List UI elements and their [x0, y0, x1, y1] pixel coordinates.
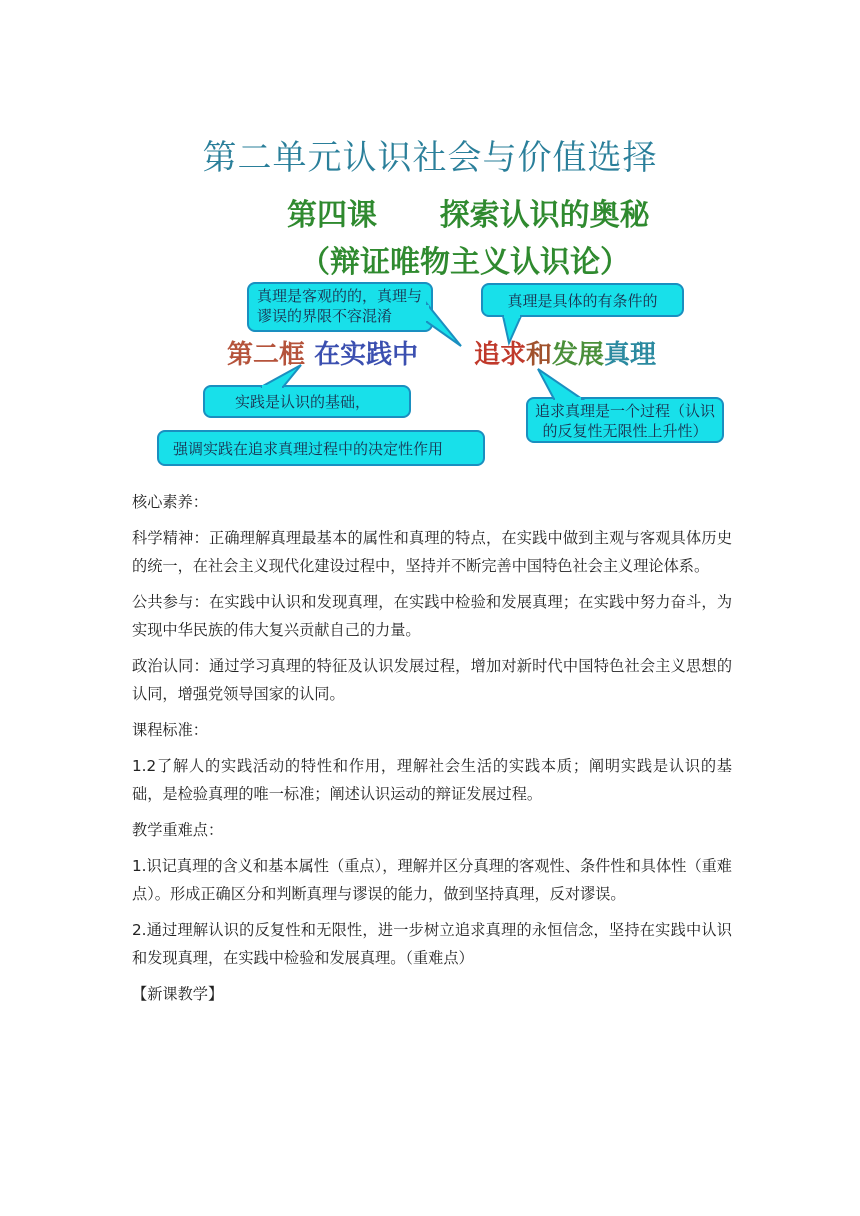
frame-word-and: 和: [526, 340, 553, 370]
frame-word-pursue: 追求: [474, 340, 527, 370]
callout-pointer: [427, 304, 467, 344]
callout-text: 真理是具体的有条件的: [507, 292, 658, 310]
callout-text: 真理是客观的的，真理与谬误的界限不容混淆: [257, 287, 423, 325]
frame-prefix: 第二框: [227, 340, 306, 370]
callout-truth-concrete: [481, 283, 684, 317]
key-point-1: 1.识记真理的含义和基本属性（重点），理解并区分真理的客观性、条件性和具体性（重难点）。形成正确区分和判断真理与谬误的能力，做到坚持真理，反对谬误。: [132, 857, 732, 903]
new-lesson-heading: 【新课教学】: [132, 985, 224, 1003]
lesson-header-graphic: [0, 0, 860, 480]
curriculum-standard-heading: 课程标准：: [132, 721, 208, 739]
lesson-subtitle: （辩证唯物主义认识论）: [300, 245, 630, 280]
frame-label: [227, 334, 418, 371]
core-literacy-science: 科学精神：正确理解真理最基本的属性和真理的特点，在实践中做到主观与客观具体历史的统一，在社会主义现代化建设过程中，坚持并不断完善中国特色社会主义理论体系。: [132, 529, 732, 575]
frame-main-a: 在实践中: [314, 340, 419, 370]
callout-practice-basis: [203, 385, 411, 418]
frame-word-truth: 真理: [604, 340, 657, 370]
key-points-heading: 教学重难点：: [132, 821, 224, 839]
unit-title: 第二单元认识社会与价值选择: [202, 138, 658, 178]
core-literacy-participation: 公共参与：在实践中认识和发现真理，在实践中检验和发展真理；在实践中努力奋斗，为实现中华民族的伟大复兴贡献自己的力量。: [132, 593, 732, 639]
key-point-2: 2.通过理解认识的反复性和无限性，进一步树立追求真理的永恒信念，坚持在实践中认识和发现真理，在实践中检验和发展真理。（重难点）: [132, 921, 732, 967]
callout-pointer: [261, 365, 301, 395]
callout-pursuit-process: [526, 397, 724, 443]
document-body: [132, 488, 732, 1016]
callout-text: 追求真理是一个过程（认识的反复性无限性上升性）: [534, 402, 715, 440]
callout-truth-objective: [247, 282, 433, 332]
callout-text: 强调实践在追求真理过程中的决定性作用: [173, 440, 444, 458]
core-literacy-heading: 核心素养：: [132, 493, 208, 511]
curriculum-standard-item: 1.2了解人的实践活动的特性和作用，理解社会生活的实践本质；阐明实践是认识的基础，是检验真理的唯一标准；阐述认识运动的辩证发展过程。: [132, 757, 732, 803]
callout-pointer: [483, 317, 523, 347]
callout-text: 实践是认识的基础，: [235, 393, 371, 411]
frame-word-develop: 发展: [552, 340, 605, 370]
callout-practice-decisive: [157, 430, 485, 466]
callout-pointer: [526, 369, 586, 401]
core-literacy-political: 政治认同：通过学习真理的特征及认识发展过程，增加对新时代中国特色社会主义思想的认同，增强党领导国家的认同。: [132, 657, 732, 703]
lesson-title: 第四课 探索认识的奥秘: [287, 198, 650, 233]
